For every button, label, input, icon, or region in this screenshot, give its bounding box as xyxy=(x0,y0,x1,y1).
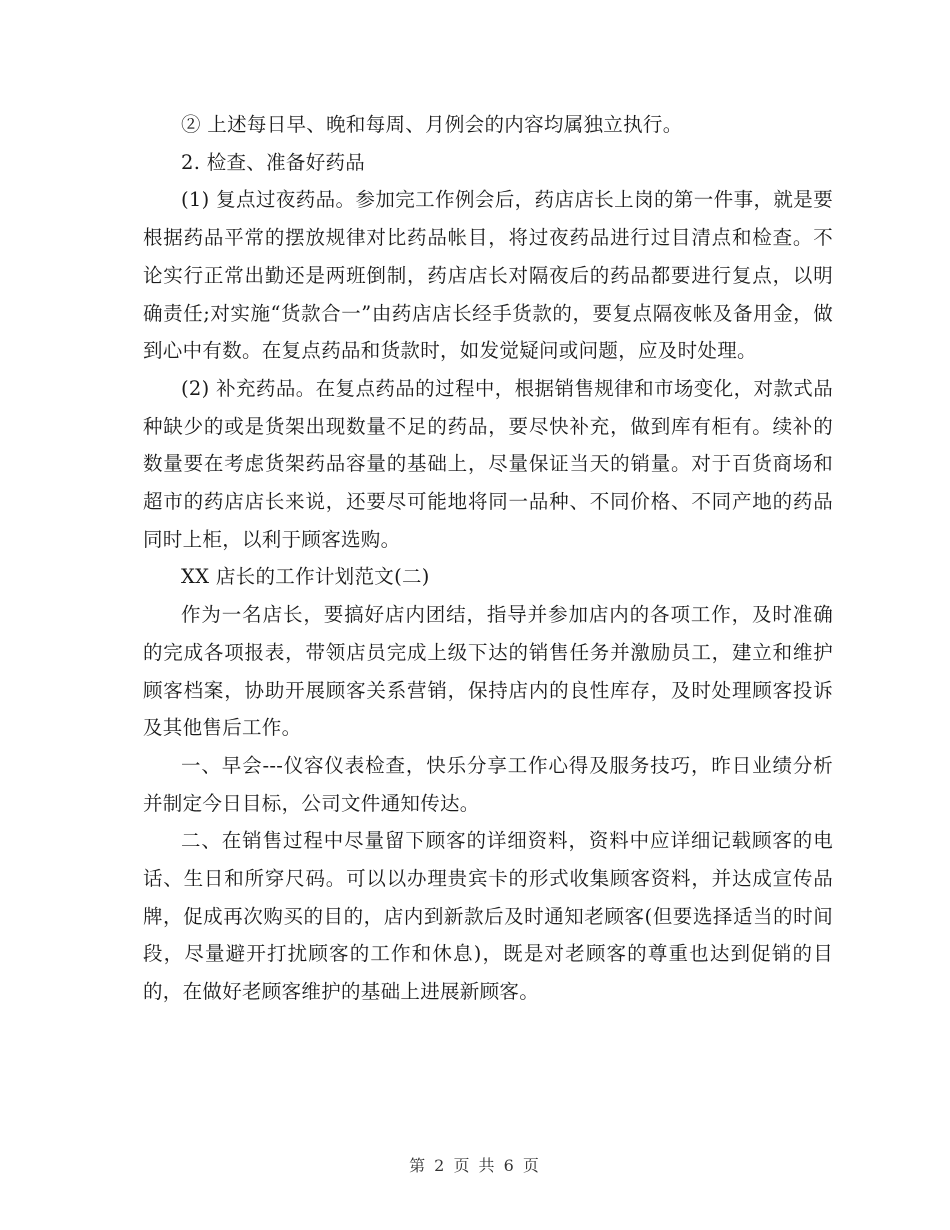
paragraph-recount-medicine: (1) 复点过夜药品。参加完工作例会后，药店店长上岗的第一件事，就是要根据药品平常的摆放规律对比药品帐目，将过夜药品进行过目清点和检查。不论实行正常出勤还是两班倒制，药店店长对隔夜后的药品都要进行复点，以明确责任;对实施“货款合一”由药店店长经手货款的，要复点隔夜帐及备用金，做到心中有数。在复点药品和货款时，如发觉疑问或问题，应及时处理。 xyxy=(143,188,833,363)
section-heading-check-medicine: 2. 检查、准备好药品 xyxy=(181,150,366,174)
section-heading-work-plan: XX 店长的工作计划范文(二) xyxy=(181,565,430,589)
paragraph-customer-records: 二、在销售过程中尽量留下顾客的详细资料，资料中应详细记载顾客的电话、生日和所穿尺码。可以以办理贵宾卡的形式收集顾客资料，并达成宣传品牌，促成再次购买的目的，店内到新款后及时通知老顾客(但要选择适当的时间段，尽量避开打扰顾客的工作和休息)，既是对老顾客的尊重也达到促销的目的，在做好老顾客维护的基础上进展新顾客。 xyxy=(143,829,833,1004)
paragraph-restock-medicine: (2) 补充药品。在复点药品的过程中，根据销售规律和市场变化，对款式品种缺少的或是货架出现数量不足的药品，要尽快补充，做到库有柜有。续补的数量要在考虑货架药品容量的基础上，尽量保证当天的销量。对于百货商场和超市的药店店长来说，还要尽可能地将同一品种、不同价格、不同产地的药品同时上柜，以利于顾客选购。 xyxy=(143,376,833,551)
paragraph-manager-duties: 作为一名店长，要搞好店内团结，指导并参加店内的各项工作，及时准确的完成各项报表，带领店员完成上级下达的销售任务并激励员工，建立和维护顾客档案，协助开展顾客关系营销，保持店内的良性库存，及时处理顾客投诉及其他售后工作。 xyxy=(143,603,833,740)
paragraph-meeting-note: ② 上述每日早、晚和每周、月例会的内容均属独立执行。 xyxy=(181,113,683,136)
page-number-footer: 第 2 页 共 6 页 xyxy=(409,1156,541,1175)
paragraph-morning-meeting: 一、早会---仪容仪表检查，快乐分享工作心得及服务技巧，昨日业绩分析并制定今日目标，公司文件通知传达。 xyxy=(143,753,833,815)
document-body xyxy=(143,106,833,1011)
